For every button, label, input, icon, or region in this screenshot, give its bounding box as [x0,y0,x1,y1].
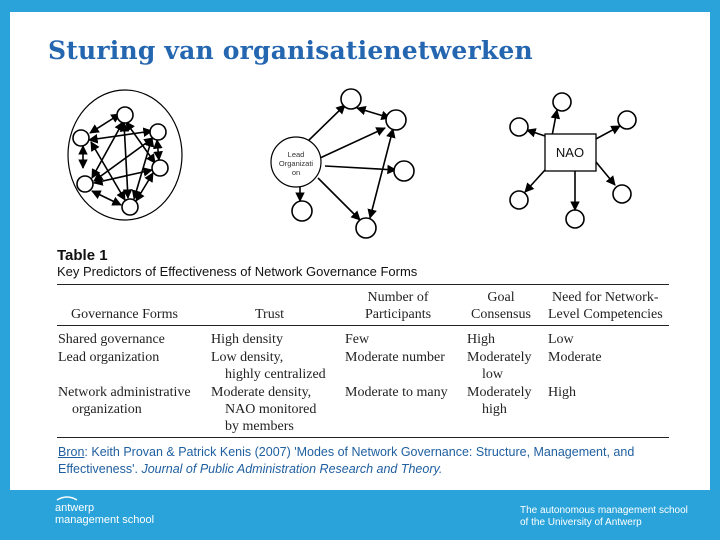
lead-label-line3: on [291,168,301,177]
table-header-rule [57,325,669,326]
logo-arc-icon [56,495,78,501]
row2-consensus-line1: Moderately [467,350,532,365]
row3-consensus-line1: Moderately [467,385,532,400]
header-competencies-line1: Need for Network- [552,290,659,305]
source-text: : Keith Provan & Patrick Kenis (2007) 'Modes of Network Governance: Structure, Management, and Effectiveness'. [58,445,635,476]
source-label: Bron [58,445,85,459]
table-label: Table 1 [57,247,108,264]
source-citation [58,444,688,478]
row3-form-line1: Network administrative [58,385,191,400]
shared-governance-network [68,90,182,220]
header-consensus-line2: Consensus [471,307,531,322]
row2-consensus-line2: low [482,367,503,382]
row2-competencies: Moderate [548,350,602,365]
header-participants-line2: Participants [364,307,432,322]
nao-label: NAO [555,145,585,160]
row2-trust-line1: Low density, [211,350,284,365]
row1-consensus: High [467,332,495,347]
row3-participants: Moderate to many [345,385,448,400]
footer-logo-line1: antwerp [55,502,95,514]
row2-form: Lead organization [58,350,160,365]
header-participants-line1: Number of [367,290,429,305]
network-diagrams [0,0,720,250]
header-competencies-line2: Level Competencies [548,307,663,322]
header-governance-forms: Governance Forms [71,307,178,322]
lead-label-line2: Organizati [278,159,314,168]
row1-participants: Few [345,332,370,347]
table-bottom-rule [57,437,669,438]
row3-consensus-line2: high [482,402,507,417]
row1-competencies: Low [548,332,574,347]
row3-trust-line1: Moderate density, [211,385,312,400]
footer-tagline-line2: of the University of Antwerp [520,517,642,528]
table-caption [57,248,417,280]
nao-network [510,93,636,228]
table-top-rule [57,284,669,285]
source-journal: Journal of Public Administration Research and Theory. [141,462,443,476]
row2-participants: Moderate number [345,350,445,365]
footer-logo-line2: management school [55,514,155,526]
table-title: Key Predictors of Effectiveness of Network Governance Forms [57,264,418,279]
row3-form-line2: organization [72,402,142,417]
header-trust: Trust [255,307,285,322]
footer-tagline-line1: The autonomous management school [520,505,688,516]
lead-label-line1: Lead [287,150,305,159]
row1-trust: High density [211,332,283,347]
row3-trust-line2: NAO monitored [225,402,317,417]
row3-competencies: High [548,385,576,400]
row1-form: Shared governance [58,332,165,347]
slide-title: Sturing van organisatienetwerken [48,36,533,65]
header-consensus-line1: Goal [487,290,515,305]
row3-trust-line3: by members [225,419,294,434]
footer-tagline [520,505,688,529]
footer-logo [55,502,154,526]
row2-trust-line2: highly centralized [225,367,326,382]
